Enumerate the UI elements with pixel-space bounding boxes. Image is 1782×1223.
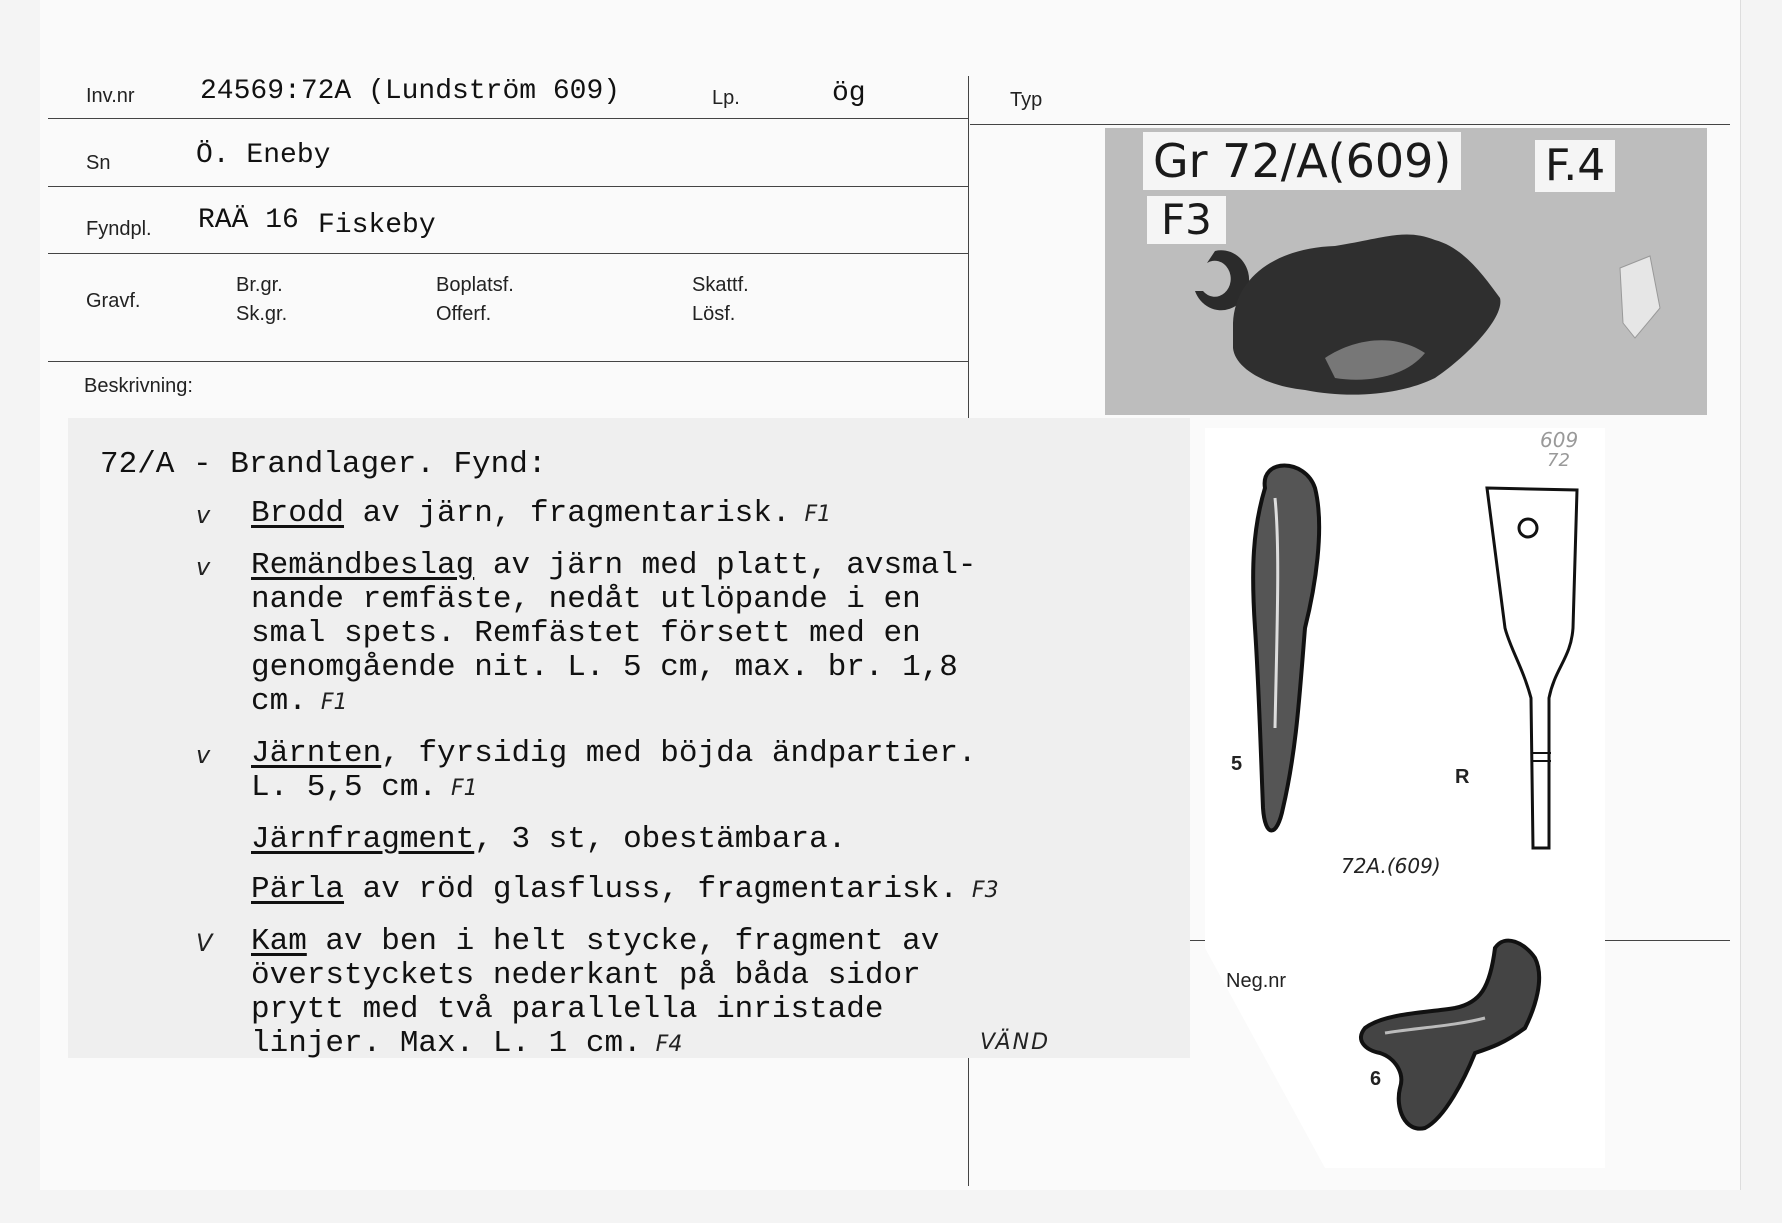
handwritten-note: F1 xyxy=(451,776,478,801)
inv-nr-label: Inv.nr xyxy=(86,85,135,107)
lp-value: ög xyxy=(832,78,866,109)
check-mark: V xyxy=(196,929,213,957)
item-text: smal spets. Remfästet försett med en xyxy=(251,616,921,651)
vand-note: VÄND xyxy=(980,1030,1051,1055)
description-line xyxy=(251,771,478,806)
item-term: Kam xyxy=(251,924,307,959)
description-line xyxy=(251,737,977,771)
description-line xyxy=(251,1027,682,1062)
check-mark: v xyxy=(196,741,211,769)
check-mark: v xyxy=(196,553,211,581)
fyndpl-value-b: Fiskeby xyxy=(318,210,436,241)
item-text: av järn, fragmentarisk. xyxy=(344,496,791,531)
check-mark: v xyxy=(196,501,211,529)
item-text: linjer. Max. L. 1 cm. xyxy=(251,1026,642,1061)
item-term: Pärla xyxy=(251,872,345,907)
drawing-svg xyxy=(1205,428,1605,1168)
offerf-label: Offerf. xyxy=(436,303,492,325)
drawing-number-5: 5 xyxy=(1231,753,1243,775)
item-text: nande remfäste, nedåt utlöpande i en xyxy=(251,582,921,617)
item-text: cm. xyxy=(251,684,307,719)
description-line xyxy=(251,685,347,720)
description-line xyxy=(251,873,999,908)
neg-nr-label: Neg.nr xyxy=(1226,970,1287,992)
gravf-label: Gravf. xyxy=(86,290,141,312)
handwritten-note: F3 xyxy=(971,878,999,903)
description-line xyxy=(251,959,921,993)
photo-label-top: Gr 72/A(609) xyxy=(1143,132,1461,190)
description-line xyxy=(251,583,921,617)
fyndpl-value-a: RAÄ 16 xyxy=(198,205,299,236)
item-term: Remändbeslag xyxy=(251,548,475,583)
inv-nr-value: 24569:72A (Lundström 609) xyxy=(200,76,621,107)
item-term: Järnfragment xyxy=(251,822,475,857)
description-line xyxy=(251,651,958,685)
typ-label: Typ xyxy=(1010,89,1043,111)
item-text: överstyckets nederkant på båda sidor xyxy=(251,958,921,993)
sk-gr-label: Sk.gr. xyxy=(236,303,288,325)
description-line xyxy=(251,617,921,651)
handwritten-note: F4 xyxy=(655,1032,683,1057)
item-text: , 3 st, obestämbara. xyxy=(474,822,847,857)
item-text: av ben i helt stycke, fragment av xyxy=(306,924,940,959)
losf-label: Lösf. xyxy=(692,303,736,325)
item-text: av järn med platt, avsmal- xyxy=(474,548,977,583)
handwritten-note: F1 xyxy=(804,502,832,527)
artifact-drawing xyxy=(1205,428,1605,1168)
drawing-corner-a: 609 xyxy=(1540,428,1579,452)
description-line xyxy=(251,993,884,1027)
sn-label: Sn xyxy=(86,152,111,174)
item-text: av röd glasfluss, fragmentarisk. xyxy=(344,872,958,907)
rule-row-4 xyxy=(48,361,968,362)
skattf-label: Skattf. xyxy=(692,274,749,296)
description-line xyxy=(251,823,846,857)
drawing-caption: 72A.(609) xyxy=(1341,854,1441,878)
photo-label-f4: F.4 xyxy=(1535,140,1615,192)
item-text: , fyrsidig med böjda ändpartier. xyxy=(381,736,977,771)
photo-label-f3: F3 xyxy=(1147,196,1226,244)
rule-row-2 xyxy=(48,186,968,187)
boplatsf-label: Boplatsf. xyxy=(436,274,514,296)
item-text: genomgående nit. L. 5 cm, max. br. 1,8 xyxy=(251,650,958,685)
br-gr-label: Br.gr. xyxy=(236,274,283,296)
item-term: Brodd xyxy=(251,496,345,531)
rule-row-1-right xyxy=(970,124,1730,125)
drawing-number-6: 6 xyxy=(1370,1068,1382,1090)
item-term: Järnten xyxy=(251,736,382,771)
description-line xyxy=(251,925,939,959)
description-line xyxy=(251,549,977,583)
drawing-number-r: R xyxy=(1455,766,1470,788)
description-line xyxy=(251,497,831,532)
handwritten-note: F1 xyxy=(320,690,348,715)
rule-row-3 xyxy=(48,253,968,254)
description-heading: 72/A - Brandlager. Fynd: xyxy=(100,447,547,482)
fyndpl-label: Fyndpl. xyxy=(86,218,152,240)
sn-value: Ö. Eneby xyxy=(196,140,331,171)
item-text: L. 5,5 cm. xyxy=(251,770,438,805)
lp-label: Lp. xyxy=(712,87,740,109)
artifact-photo xyxy=(1105,128,1707,415)
item-text: prytt med två parallella inristade xyxy=(251,992,884,1027)
beskrivning-label: Beskrivning: xyxy=(84,375,193,397)
rule-row-1 xyxy=(48,118,968,119)
drawing-corner-b: 72 xyxy=(1547,450,1570,471)
